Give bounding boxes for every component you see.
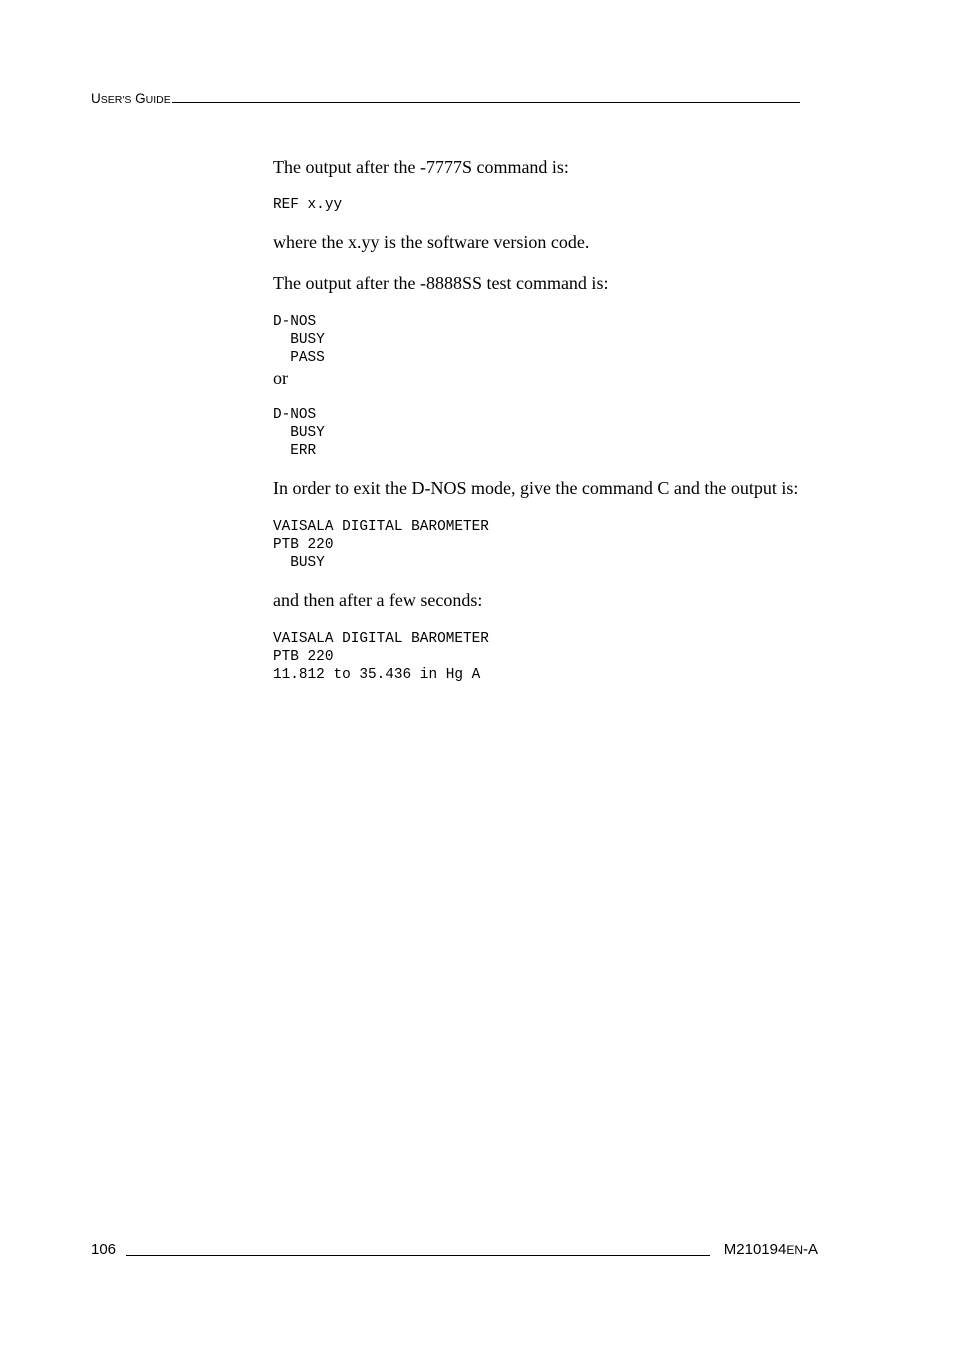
header-rule: [172, 90, 800, 103]
header-title-part: U: [91, 91, 101, 106]
code-line: PTB 220: [273, 537, 334, 553]
code-line: PTB 220: [273, 649, 334, 665]
code-final-output: [273, 630, 818, 684]
code-line: BUSY: [273, 555, 325, 571]
code-dnos-err: [273, 406, 818, 460]
code-line: BUSY: [273, 425, 325, 441]
code-line: D-NOS: [273, 314, 317, 330]
code-line: 11.812 to 35.436 in Hg A: [273, 667, 481, 683]
running-footer: [91, 1240, 818, 1260]
running-header: [91, 90, 817, 109]
footer-rule: [126, 1255, 710, 1256]
page-number: 106: [91, 1241, 117, 1258]
document-code-language: EN: [786, 1243, 803, 1257]
header-title: [91, 91, 171, 106]
paragraph-or: or: [273, 368, 288, 388]
code-exit-output: [273, 518, 818, 572]
paragraph-7777s-intro: The output after the -7777S command is:: [273, 157, 569, 177]
code-line: PASS: [273, 350, 325, 366]
header-title-part: SER: [100, 94, 123, 106]
header-title-part: G: [135, 91, 146, 106]
header-title-part: UIDE: [145, 94, 171, 106]
code-line: D-NOS: [273, 407, 317, 423]
code-line: BUSY: [273, 332, 325, 348]
code-line: VAISALA DIGITAL BAROMETER: [273, 631, 489, 647]
paragraph-8888ss-intro: The output after the -8888SS test command is:: [273, 273, 609, 293]
code-line: ERR: [273, 443, 317, 459]
paragraph-exit-dnos: In order to exit the D-NOS mode, give the command C and the output is:: [273, 478, 799, 498]
code-line: VAISALA DIGITAL BAROMETER: [273, 519, 489, 535]
document-code: [724, 1240, 818, 1260]
code-ref-output: REF x.yy: [273, 197, 343, 213]
code-dnos-pass: [273, 313, 818, 367]
paragraph-after-seconds: and then after a few seconds:: [273, 590, 483, 610]
header-title-part: 'S: [122, 94, 132, 106]
document-code-suffix: -A: [803, 1241, 818, 1258]
page-body: [273, 156, 818, 684]
document-code-prefix: M210194: [723, 1241, 787, 1258]
paragraph-version-code: where the x.yy is the software version code.: [273, 232, 590, 252]
